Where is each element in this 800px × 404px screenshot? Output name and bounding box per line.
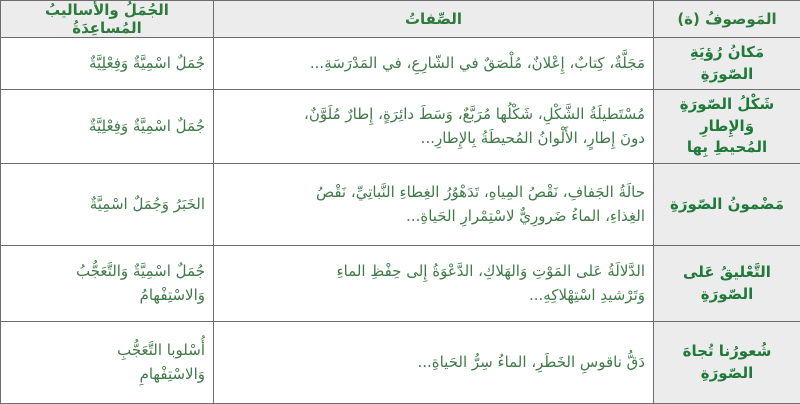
table-row xyxy=(1,38,800,90)
attributes-text: دَقُّ ناقوسِ الخَطَرِ، الماءُ سِرُّ الحَياةِ... xyxy=(222,351,645,374)
subject-text: التَّعْليقُ عَلى xyxy=(662,262,792,284)
styles-cell xyxy=(1,322,214,404)
styles-text: أُسْلوبا التَّعَجُّبِ xyxy=(9,339,205,362)
subject-cell xyxy=(654,246,800,322)
table-row xyxy=(1,164,800,246)
subject-cell xyxy=(654,164,800,246)
attributes-cell xyxy=(214,90,654,164)
styles-cell xyxy=(1,38,214,90)
table-header-row xyxy=(1,1,800,38)
styles-text: جُمَلٌ اسْمِيَّةٌ وَالتَّعَجُّبُ xyxy=(9,260,205,283)
attributes-text: حالَةُ الجَفافِ، نَقْصُ المِياهِ، تَدَهْوُرُ الغِطاءِ النَّباتِيِّ، نَقْصُ xyxy=(222,181,645,204)
attributes-text: دونَ إِطارٍ، الأَلْوانُ المُحيطَةُ بِالإِطارِ... xyxy=(222,127,645,150)
styles-text: جُمَلٌ اسْمِيَّةٌ وَفِعْلِيَّةٌ xyxy=(9,52,205,75)
subject-text: مَكانُ رُؤيَةِ الصّورَةِ xyxy=(662,42,792,86)
table-row xyxy=(1,322,800,404)
styles-text: وَالاسْتِفْهامِ xyxy=(9,363,205,386)
attributes-cell xyxy=(214,38,654,90)
subject-text: المُحيطِ بِها xyxy=(662,137,792,159)
styles-text: الخَبَرُ وَجُمَلٌ اسْمِيَّةٌ xyxy=(9,193,205,216)
table-row xyxy=(1,90,800,164)
subject-text: شُعورُنا تُجاهَ الصّورَةِ xyxy=(662,341,792,385)
attributes-text: مُسْتَطيلَةُ الشَّكْلِ، شَكْلُها مُرَبَّعٌ، وَسَطَ دائِرَةٍ، إِطارٌ مُلَوَّنٌ، xyxy=(222,103,645,126)
subject-cell xyxy=(654,38,800,90)
attributes-text: وَتَرْشيدِ اسْتِهْلاكِهِ... xyxy=(222,284,645,307)
subject-text: الصّورَةِ xyxy=(662,284,792,306)
styles-text: جُمَلٌ اسْمِيَّةٌ وَفِعْلِيَّةٌ xyxy=(9,115,205,138)
attributes-text: مَجَلَّةٌ، كِتابٌ، إِعْلانٌ، مُلْصَقٌ في الشّارِعِ، في المَدْرَسَةِ... xyxy=(222,52,645,75)
header-subject: المَوصوفُ (ة) xyxy=(654,1,800,38)
subject-cell xyxy=(654,322,800,404)
styles-cell xyxy=(1,90,214,164)
subject-cell xyxy=(654,90,800,164)
attributes-text: الغِذاءِ، الماءُ ضَرورِيٌّ لاسْتِمْرارِ الحَياةِ... xyxy=(222,205,645,228)
header-attributes: الصِّفاتُ xyxy=(214,1,654,38)
attributes-cell xyxy=(214,164,654,246)
attributes-cell xyxy=(214,246,654,322)
attributes-cell xyxy=(214,322,654,404)
table-row xyxy=(1,246,800,322)
styles-cell xyxy=(1,246,214,322)
header-styles: الجُمَلُ والأساليبُ المُساعِدَةُ xyxy=(1,1,214,38)
subject-text: شَكْلُ الصّورَةِ وَالإِطارِ xyxy=(662,94,792,138)
styles-cell xyxy=(1,164,214,246)
subject-text: مَضْمونُ الصّورَةِ xyxy=(662,194,792,216)
attributes-text: الدَّلالَةُ عَلى المَوْتِ وَالهَلاكِ، الدَّعْوَةُ إِلى حِفْظِ الماءِ xyxy=(222,260,645,283)
styles-text: وَالاسْتِفْهامُ xyxy=(9,284,205,307)
